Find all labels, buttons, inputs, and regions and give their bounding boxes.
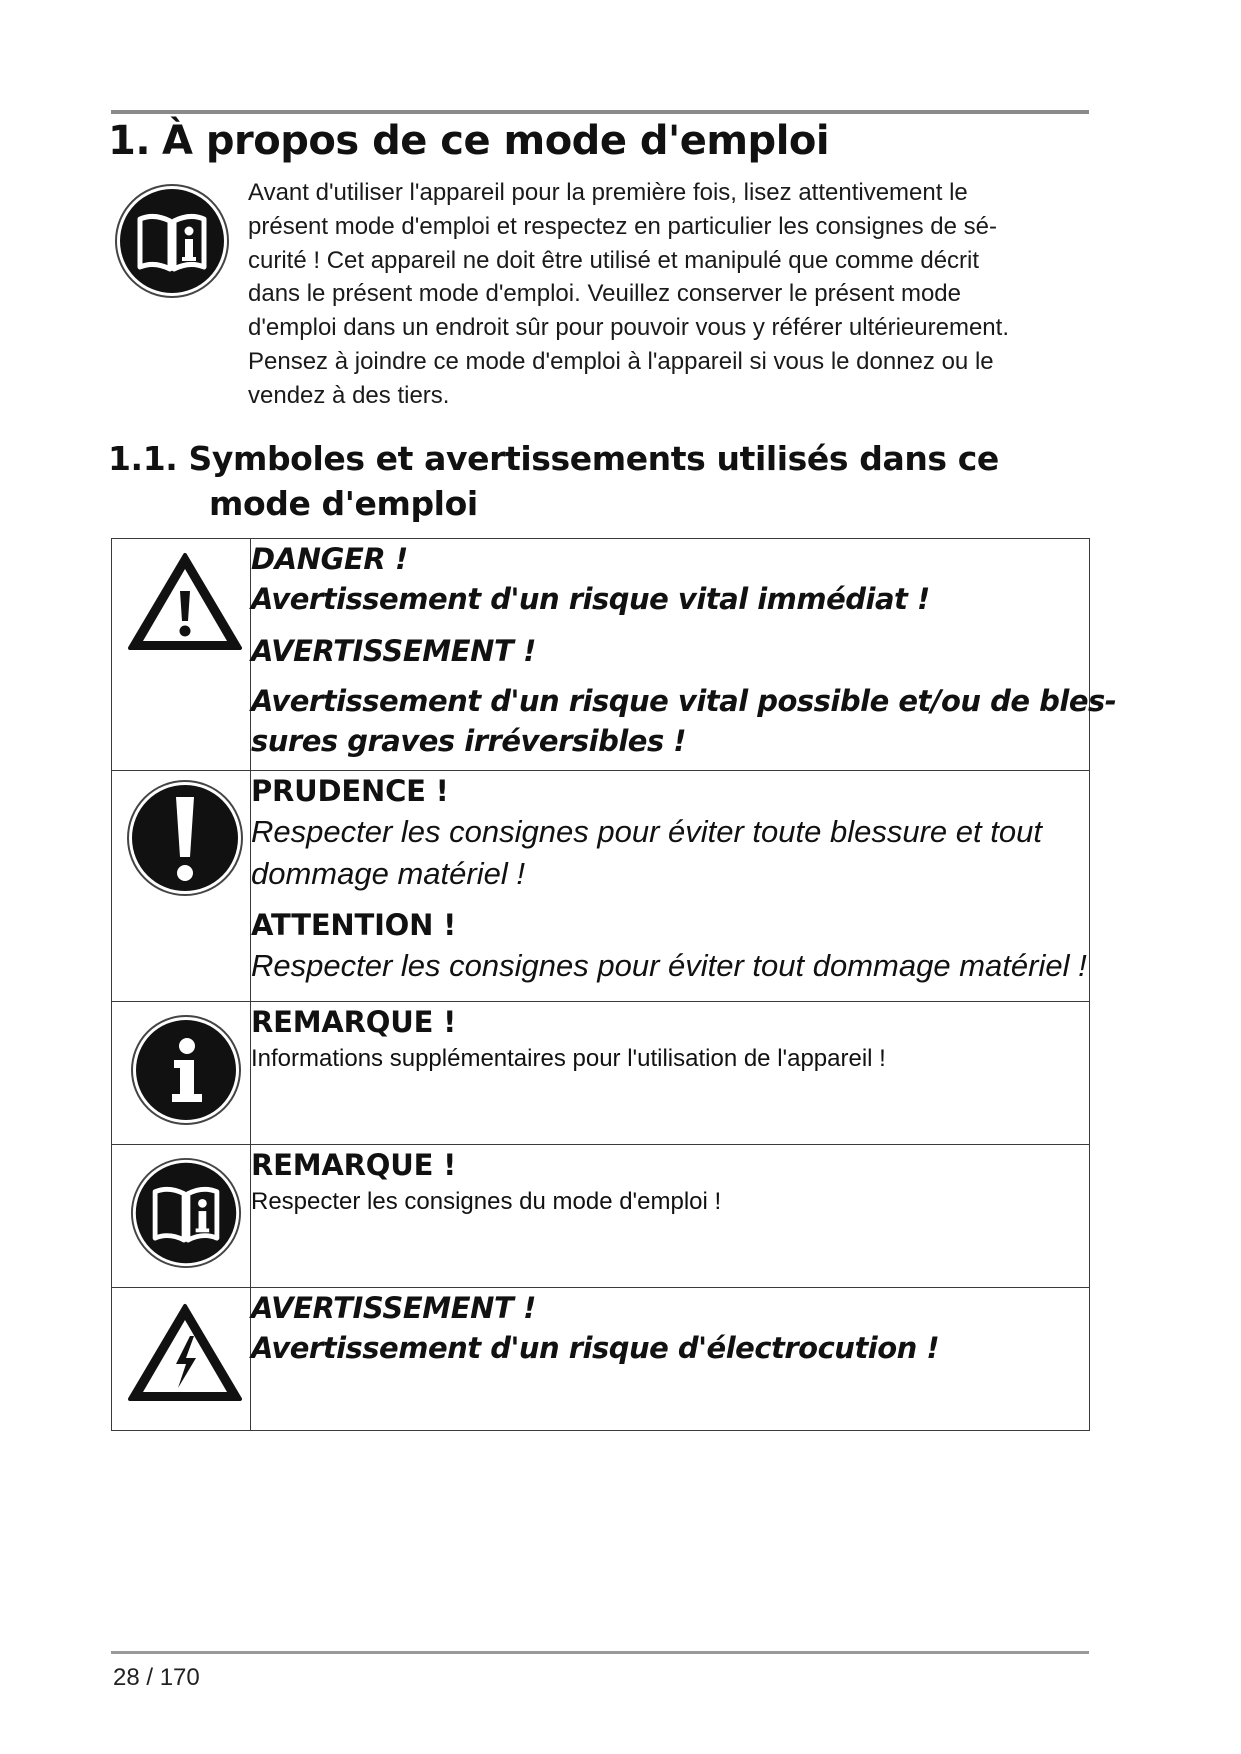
icon-cell — [112, 1145, 251, 1288]
electric-warning-description: Avertissement d'un risque d'électrocution ! — [251, 1331, 940, 1365]
electric-shock-icon — [126, 1302, 244, 1404]
signal-word-caution: PRUDENCE ! — [251, 774, 449, 808]
caution-description-line2: dommage matériel ! — [251, 856, 525, 891]
top-rule — [111, 110, 1089, 114]
section-title: À propos de ce mode d'emploi — [162, 118, 830, 164]
warning-description-line2: sures graves irréversibles ! — [251, 724, 687, 758]
note-description: Informations supplémentaires pour l'utilisation de l'appareil ! — [251, 1045, 886, 1072]
icon-cell — [112, 539, 251, 771]
symbols-table — [111, 538, 1117, 1431]
intro-line: dans le présent mode d'emploi. Veuillez conserver le présent mode — [248, 280, 961, 308]
intro-paragraph — [248, 176, 1108, 413]
signal-word-warning: AVERTISSEMENT ! — [251, 1291, 536, 1325]
table-row — [112, 1288, 1090, 1431]
text-cell — [251, 1145, 1090, 1288]
footer-rule — [111, 1651, 1089, 1654]
icon-cell — [112, 771, 251, 1002]
intro-line: vendez à des tiers. — [248, 381, 450, 409]
table-row — [112, 539, 1090, 771]
table-row — [112, 771, 1090, 1002]
manual-book-icon — [130, 1157, 242, 1269]
icon-cell — [112, 1288, 251, 1431]
signal-word-danger: DANGER ! — [251, 542, 408, 576]
info-circle-icon — [130, 1014, 242, 1126]
signal-word-attention: ATTENTION ! — [251, 908, 457, 942]
manual-book-icon — [114, 183, 230, 299]
caution-description-line1: Respecter les consignes pour éviter toute blessure et tout — [251, 814, 1042, 849]
table-row — [112, 1002, 1090, 1145]
intro-line: d'emploi dans un endroit sûr pour pouvoir vous y référer ultérieurement. — [248, 314, 1009, 342]
danger-description: Avertissement d'un risque vital immédiat ! — [251, 582, 930, 616]
page-number: 28 / 170 — [113, 1664, 200, 1691]
section-number: 1. — [108, 118, 151, 164]
signal-word-note: REMARQUE ! — [251, 1148, 457, 1182]
subsection-title-line2: mode d'emploi — [209, 484, 478, 523]
text-cell — [251, 771, 1090, 1002]
intro-line: curité ! Cet appareil ne doit être utilisé et manipulé que comme décrit — [248, 246, 980, 274]
text-cell — [251, 1002, 1090, 1145]
intro-line: Pensez à joindre ce mode d'emploi à l'appareil si vous le donnez ou le — [248, 347, 994, 375]
table-row — [112, 1145, 1090, 1288]
intro-line: Avant d'utiliser l'appareil pour la première fois, lisez attentivement le — [248, 179, 968, 206]
text-cell — [251, 539, 1117, 771]
text-cell — [251, 1288, 1090, 1431]
subsection-heading — [108, 436, 999, 526]
signal-word-note: REMARQUE ! — [251, 1005, 457, 1039]
attention-description: Respecter les consignes pour éviter tout dommage matériel ! — [251, 948, 1087, 983]
section-heading — [108, 118, 829, 164]
warning-description-line1: Avertissement d'un risque vital possible et/ou de bles- — [251, 684, 1117, 718]
manual-note-description: Respecter les consignes du mode d'emploi ! — [251, 1188, 722, 1215]
intro-line: présent mode d'emploi et respectez en particulier les consignes de sé- — [248, 212, 997, 240]
icon-cell — [112, 1002, 251, 1145]
exclamation-circle-icon — [126, 779, 244, 897]
subsection-number: 1.1. — [108, 439, 178, 478]
subsection-title-line1: Symboles et avertissements utilisés dans ce — [188, 439, 999, 478]
warning-triangle-icon — [126, 551, 244, 653]
signal-word-warning: AVERTISSEMENT ! — [251, 634, 536, 668]
